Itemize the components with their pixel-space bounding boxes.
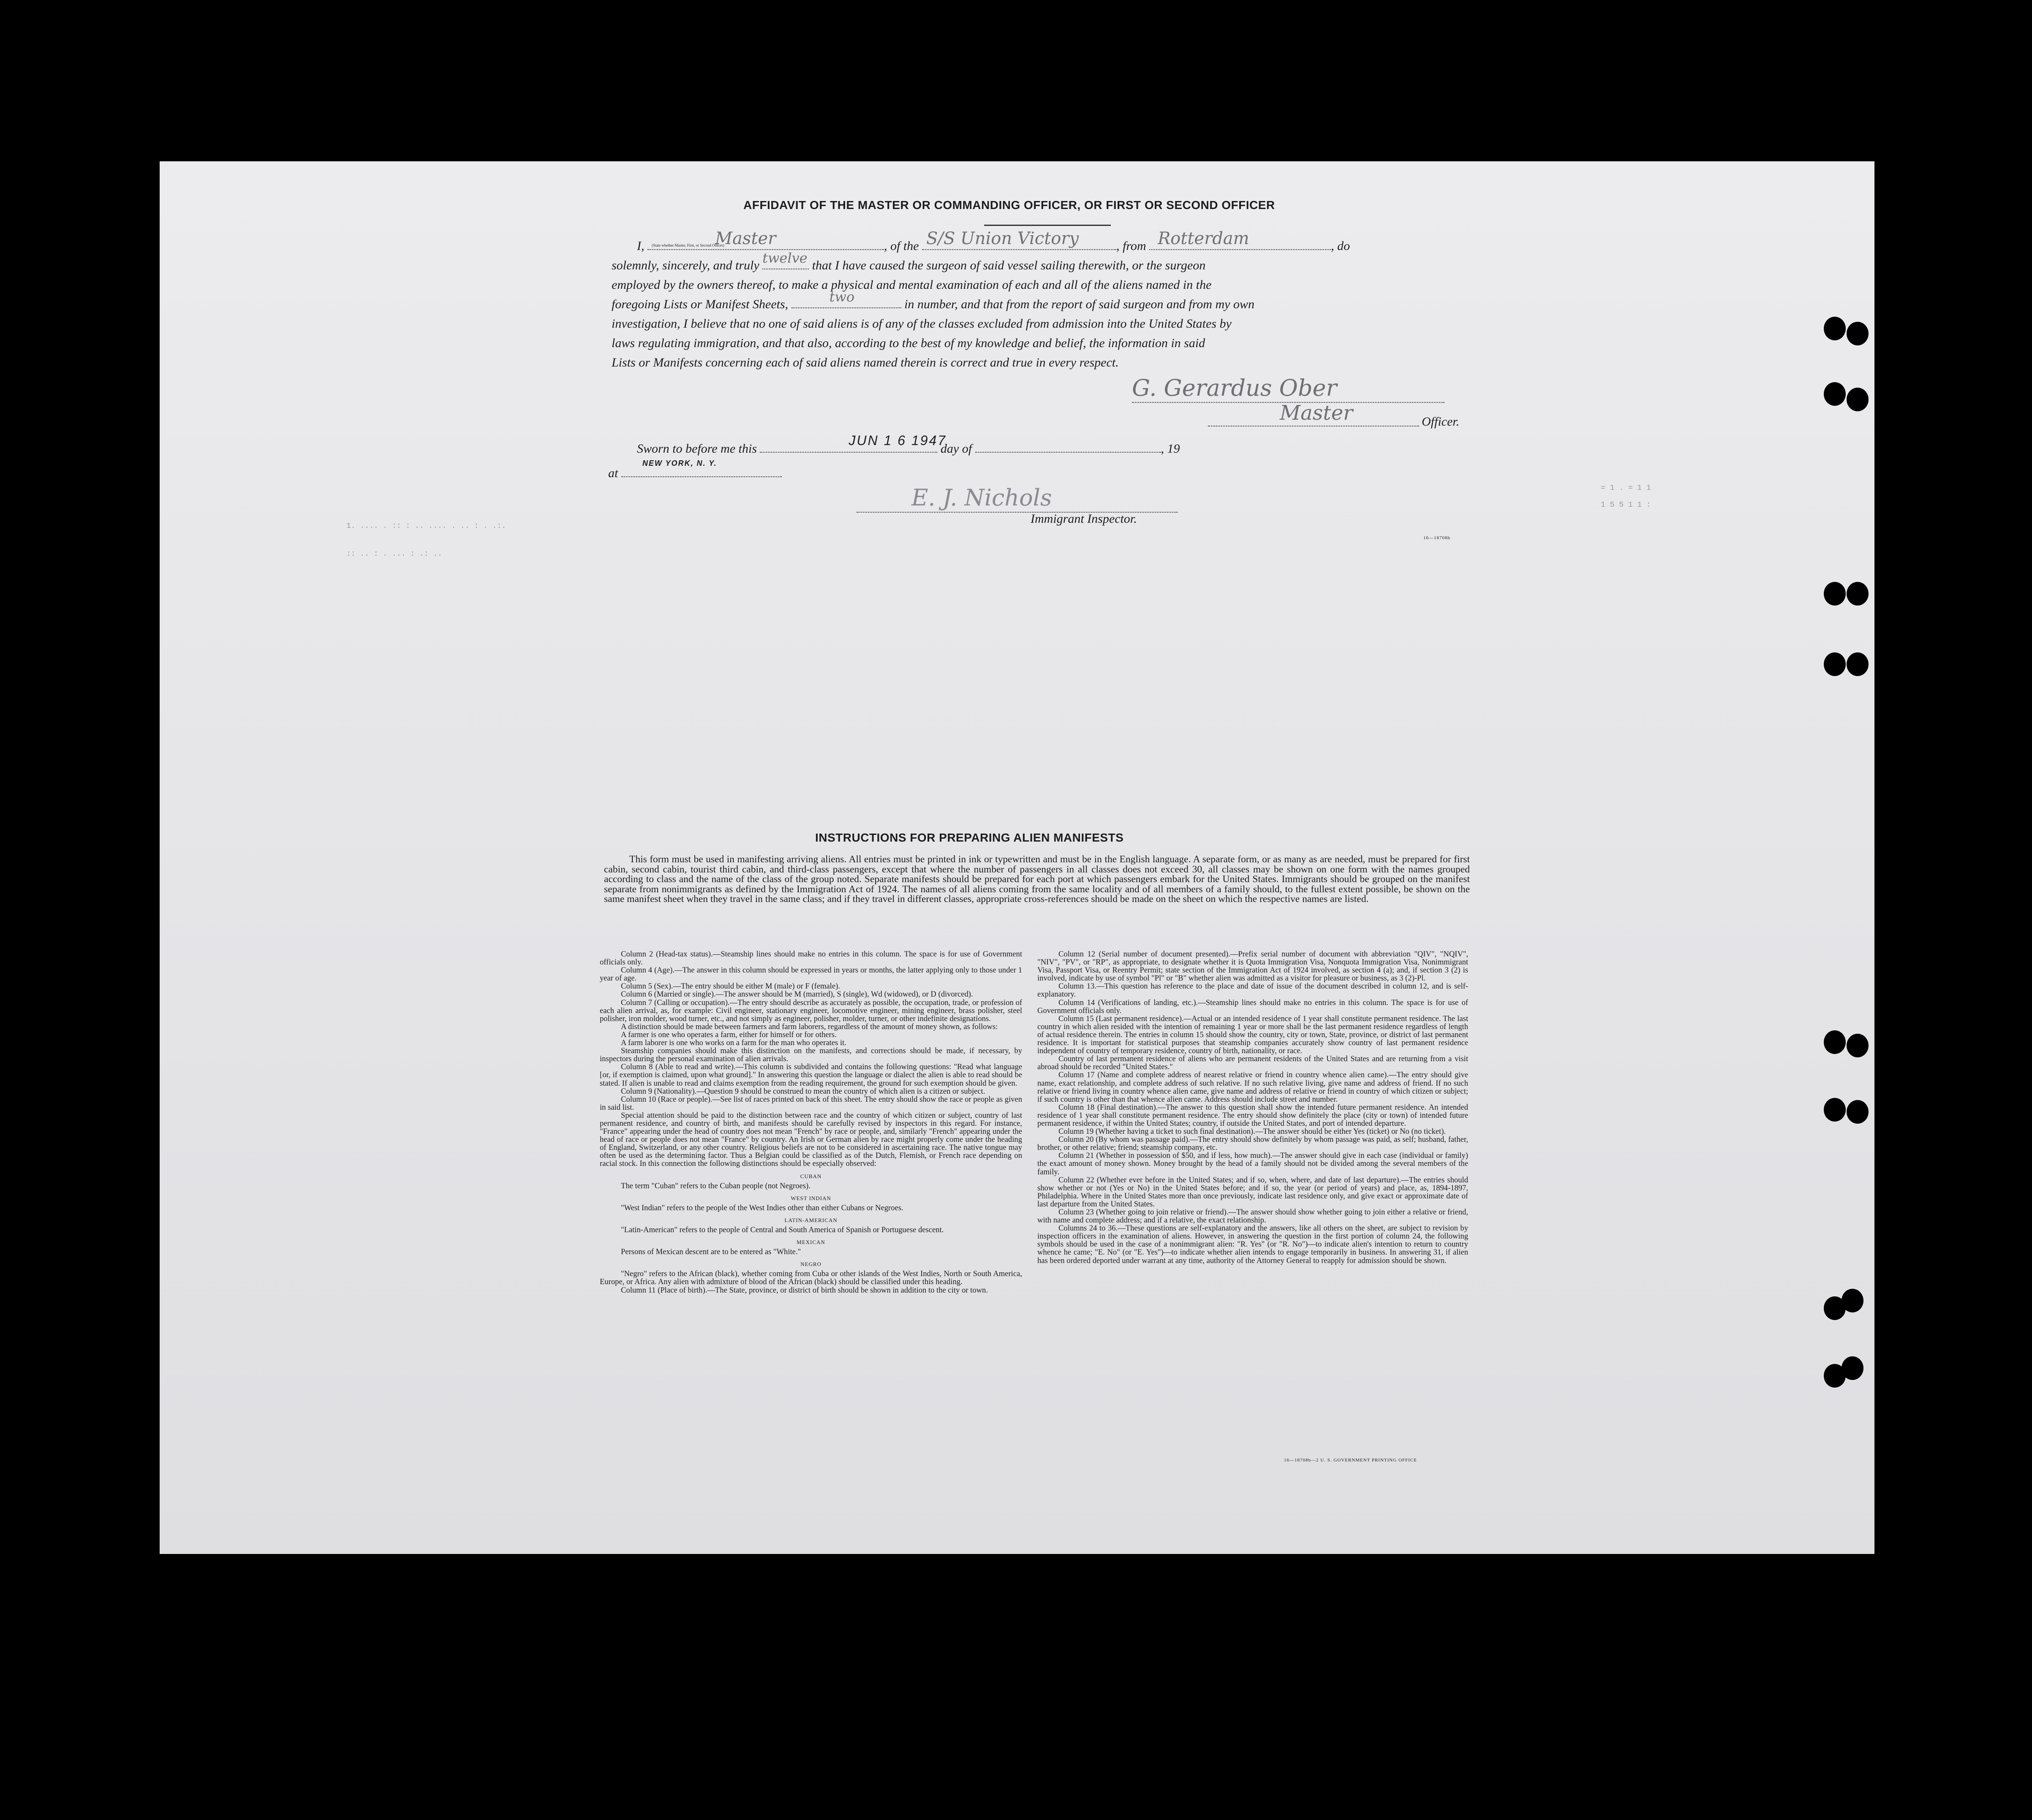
instruction-paragraph: Column 9 (Nationality).—Question 9 should be construed to mean the country of which alien is a citizen or subject. <box>621 1087 985 1096</box>
sworn-month-blank <box>975 452 1161 453</box>
instruction-paragraph: Column 12 (Serial number of document presented).—Prefix serial number of document with abbreviation "QIV", "NQIV", "NIV", "PV", or "RP", as appropriate, to designate whether it is Quota Immigration Visa, Nonquota Immigration Visa, Nonimmigrant Visa, Passport Visa, or Reentry Permit; state section of the Immigration Act of 1924 involved, as section 4 (a); and, if section 3 (2) is involved, indicate by use of symbol "Pl" or "B" whether alien was admitted as a visitor for pleasure or business, as 3 (2)-Pl. <box>1037 950 1468 983</box>
instruction-paragraph: Column 4 (Age).—The answer in this column should be expressed in years or months, the latter applying only to those under 1 year of age. <box>600 966 1022 983</box>
rank-caption: (State whether Master, First, or Second Officer) <box>652 243 724 247</box>
affidavit-line-3: employed by the owners thereof, to make a physical and mental examination of each and all of the aliens named in the <box>612 278 1212 292</box>
instruction-paragraph: Column 23 (Whether going to join relative or friend).—The answer should show whether going to join either a relative or friend, with name and complete address; and if a relative, the exact relationship. <box>1037 1208 1468 1225</box>
instruction-paragraph: Column 22 (Whether ever before in the United States; and if so, when, where, and date of last departure).—The entries should show whether or not (Yes or No) in the United States before; and if so, the year (or period of years) and place, as, 1894-1897, Philadelphia. Where in the United States more than once previously, indicate last residence only, and give exact or approximate date of last departure from the United States. <box>1037 1175 1468 1209</box>
instruction-paragraph: A farm laborer is one who works on a farm for the man who operates it. <box>621 1038 846 1048</box>
instruction-paragraph: A distinction should be made between farmers and farm laborers, regardless of the amount of money shown, as follows: <box>621 1022 998 1031</box>
title-rule <box>984 225 1111 226</box>
printing-office-code: 16—18708b—2 U. S. GOVERNMENT PRINTING OFFICE <box>1284 1458 1417 1463</box>
from-label: , from <box>1116 239 1146 253</box>
officer-signature-line <box>1132 376 1444 403</box>
instruction-paragraph: Column 15 (Last permanent residence).—Actual or an intended residence of 1 year shall constitute permanent residence. The last country in which alien resided with the intention of remaining 1 year or more shall be the last permanent residence regardless of length of actual residence therein. The entries in column 15 should show the country, city or town, State, province, or district of last permanent residence. It is important for statistical purposes that steamship companies accurately show country of last permanent residence independent of country of temporary residence, country of birth, nationality, or race. <box>1037 1014 1468 1056</box>
officer-label: Officer. <box>1422 415 1460 429</box>
sworn-day-blank <box>760 433 947 453</box>
punch-hole <box>1824 317 1846 340</box>
punch-hole <box>1824 582 1846 606</box>
bleed-through-row: 1. .... . :: : .. .... . .. : . .:. <box>346 522 506 530</box>
instruction-paragraph: Steamship companies should make this distinction on the manifests, and corrections should be made, if necessary, by inspectors during the personal examination of alien arrivals. <box>600 1046 1022 1064</box>
instructions-left-column <box>600 950 1022 1294</box>
punch-hole <box>1842 1356 1863 1380</box>
port-handwriting: Rotterdam <box>1158 229 1249 248</box>
affidavit-line-4: foregoing Lists or Manifest Sheets, two in number, and that from the report of said surgeon and from my own <box>612 295 1473 314</box>
affidavit-body <box>612 229 1473 372</box>
inspector-label: Immigrant Inspector. <box>1031 512 1137 526</box>
truly-handwriting: twelve <box>762 250 808 266</box>
heading-negro: NEGRO <box>800 1261 822 1268</box>
instruction-paragraph: Column 2 (Head-tax status).—Steamship lines should make no entries in this column. The space is for use of Government officials only. <box>600 950 1022 967</box>
bleed-through-row: = 1 . = 1 1 <box>1601 484 1651 492</box>
instruction-paragraph: Column 21 (Whether in possession of $50, and if less, how much).—The answer should give in each case (individual or family) the exact amount of money shown. Money brought by the head of a family should not be divided among the several members of the family. <box>1037 1151 1468 1176</box>
bleed-through-row: :: .. : . ... : .: .. <box>346 550 442 558</box>
affidavit-line-6: laws regulating immigration, and that also, according to the best of my knowledge and belief, the information in said <box>612 336 1205 350</box>
affidavit-title: AFFIDAVIT OF THE MASTER OR COMMANDING OFFICER, OR FIRST OR SECOND OFFICER <box>743 198 1275 212</box>
affidavit-line-1 <box>612 229 1473 256</box>
instruction-paragraph: Column 20 (By whom was passage paid).—The entry should show definitely by whom passage was paid, as self; husband, father, brother, or other relative; friend; steamship company, etc. <box>1037 1135 1468 1152</box>
date-stamp: JUN 1 6 1947 <box>849 433 947 448</box>
count-blank <box>792 289 901 308</box>
instruction-paragraph: Column 7 (Calling or occupation).—The entry should describe as accurately as possible, the occupation, trade, or profession of each alien arrival, as, for example: Civil engineer, stationary engineer, locomotive engineer, mining engineer, brass polisher, steel polisher, iron molder, wood turner, etc., and not simply as engineer, polisher, molder, turner, or other indefinite designations. <box>600 998 1022 1023</box>
instruction-paragraph: Column 6 (Married or single).—The answer should be M (married), S (single), Wd (widowed), or D (divorced). <box>621 990 973 999</box>
vessel-handwriting: S/S Union Victory <box>926 229 1079 248</box>
punch-hole <box>1847 1100 1869 1124</box>
instruction-paragraph: A farmer is one who operates a farm, either for himself or for others. <box>621 1030 837 1039</box>
heading-west-indian: WEST INDIAN <box>791 1195 831 1201</box>
punch-hole <box>1824 652 1846 676</box>
heading-mexican: MEXICAN <box>797 1239 825 1246</box>
sworn-line: Sworn to before me this JUN 1 6 1947 day of , 19 <box>637 439 1180 459</box>
officer-signature: G. Gerardus Ober <box>1132 375 1337 401</box>
instruction-paragraph: Column 10 (Race or people).—See list of races printed on back of this sheet. The entry should show the race or people as given in said list. <box>600 1095 1022 1112</box>
instruction-paragraph: "West Indian" refers to the people of the West Indies other than either Cubans or Negroes. <box>621 1203 903 1212</box>
instructions-title: INSTRUCTIONS FOR PREPARING ALIEN MANIFESTS <box>815 831 1124 844</box>
heading-cuban: CUBAN <box>800 1173 822 1179</box>
punch-hole <box>1847 388 1869 411</box>
affidavit-i: I, <box>637 239 645 253</box>
instruction-paragraph: Column 14 (Verifications of landing, etc.).—Steamship lines should make no entries in this column. The space is for use of Government officials only. <box>1037 998 1468 1015</box>
punch-hole <box>1847 652 1869 676</box>
at-line: at NEW YORK, N. Y. <box>608 464 782 483</box>
instruction-paragraph: Country of last permanent residence of aliens who are permanent residents of the United States and are returning from a visit abroad should be recorded "United States." <box>1037 1054 1468 1072</box>
instruction-paragraph: Persons of Mexican descent are to be entered as "White." <box>621 1247 801 1257</box>
instruction-paragraph: "Latin-American" refers to the people of Central and South America of Spanish or Portuguese descent. <box>621 1225 944 1234</box>
instructions-right-column <box>1037 950 1468 1265</box>
instruction-paragraph: Column 11 (Place of birth).—The State, province, or district of birth should be shown in addition to the city or town. <box>621 1285 988 1295</box>
punch-hole <box>1824 1098 1846 1122</box>
punch-hole <box>1847 1034 1869 1057</box>
instruction-paragraph: Column 17 (Name and complete address of nearest relative or friend in country whence alien came).—The entry should give name, exact relationship, and complete address of such relative. If no such relative living, give name and address of friend. If no such relative or friend living in country whence alien came, give name and address of relative or friend in country of which citizen or subject; if such country is other than that whence alien came. Address should include street and number. <box>1037 1070 1468 1104</box>
instruction-paragraph: Special attention should be paid to the distinction between race and the country of which citizen or subject, country of last permanent residence, and country of birth, and manifests should be carefully revised by inspectors in this regard. For instance, "France" appearing under the head of country does not mean "French" by race or people, and, similarly "French" appearing under the head of race or people does not mean "France" by country. An Irish or German alien by race might properly come under the heading of England, Switzerland, or any other country. Religious beliefs are not to be considered in ascertaining race. The native tongue may often be used as the determining factor. Thus a Belgian could be classified as of the Dutch, Flemish, or French race depending on racial stock. In this connection the following distinctions should be especially observed: <box>600 1111 1022 1168</box>
affidavit-line-2: solemnly, sincerely, and truly twelve that I have caused the surgeon of said vessel sailing therewith, or the surgeon <box>612 256 1473 275</box>
instruction-paragraph: Column 18 (Final destination).—The answer to this question shall show the intended future permanent residence. An intended residence of 1 year shall constitute permanent residence. The entry should show definitely the place (city or town) of intended future permanent residence, if within the United States; country, if outside the United States, and port of intended departure. <box>1037 1103 1468 1128</box>
instruction-paragraph: "Negro" refers to the African (black), whether coming from Cuba or other islands of the West Indies, North or South America, Europe, or Africa. Any alien with admixture of blood of the African (black) should be classified under this heading. <box>600 1269 1022 1287</box>
punch-hole <box>1842 1289 1863 1312</box>
punch-hole <box>1847 322 1869 345</box>
instruction-paragraph: Columns 24 to 36.—These questions are self-explanatory and the answers, like all others on the sheet, are subject to revision by inspection officers in the examination of aliens. However, in answering the question in the first portion of column 24, the following symbols should be used in the case of a nonimmigrant alien: "R. Yes" (or "R. No")—to indicate alien's intention to return to country whence he came; "E. No" (or "E. Yes")—to indicate whether alien intends to engage temporarily in business. In answering 31, if alien has been ordered deported under warrant at any time, authority of the Attorney General to reapply for admission should be shown. <box>1037 1224 1468 1265</box>
heading-latin-american: LATIN-AMERICAN <box>784 1217 838 1223</box>
instruction-paragraph: Column 19 (Whether having a ticket to such final destination).—The answer should be either Yes (ticket) or No (no ticket). <box>1058 1127 1446 1136</box>
instruction-paragraph: The term "Cuban" refers to the Cuban people (not Negroes). <box>621 1181 811 1190</box>
do-label: , do <box>1331 239 1350 253</box>
punch-hole <box>1824 1030 1846 1054</box>
punch-hole <box>1824 382 1846 406</box>
port-blank <box>1149 229 1331 250</box>
place-stamp: NEW YORK, N. Y. <box>642 459 717 467</box>
instruction-paragraph: Column 13.—This question has reference to the place and date of issue of the document described in column 12, and is self-explanatory. <box>1037 982 1468 999</box>
instructions-intro: This form must be used in manifesting arriving aliens. All entries must be printed in ink or typewritten and must be in the English language. A separate form, or as many as are needed, must be prepared for first cabin, second cabin, tourist third cabin, and third-class passengers, except that where the number of passengers in all classes does not exceed 30, all classes may be shown on one form with the names grouped according to class and the name of the class of the group noted. Separate manifests should be prepared for each port at which passengers embark for the United States. Immigrants should be grouped on the manifest separate from nonimmigrants as defined by the Immigration Act of 1924. The names of all aliens coming from the same locality and of all members of a family should, to the fullest extent possible, be shown on the same manifest sheet when they travel in the same class; and if they travel in different classes, appropriate cross-references should be made on the sheet on which the respective names are listed. <box>604 854 1470 905</box>
officer-rank-line <box>1208 401 1419 426</box>
punch-hole <box>1847 582 1869 606</box>
form-code: 16—18708b <box>1423 535 1450 541</box>
officer-rank-handwriting: Master <box>1280 401 1353 425</box>
affidavit-line-7: Lists or Manifests concerning each of said aliens named therein is correct and true in every respect. <box>612 356 1119 369</box>
affidavit-line-5: investigation, I believe that no one of said aliens is of any of the classes excluded from admission into the United States by <box>612 317 1232 331</box>
instruction-paragraph: Column 5 (Sex).—The entry should be either M (male) or F (female). <box>621 982 840 991</box>
rank-handwriting: Master <box>715 229 776 248</box>
count-handwriting: two <box>829 289 855 305</box>
vessel-blank <box>922 229 1116 250</box>
inspector-signature: E. J. Nichols <box>911 484 1052 511</box>
of-the-label: , of the <box>884 239 919 253</box>
instruction-paragraph: Column 8 (Able to read and write).—This column is subdivided and contains the following questions: "Read what language [or, if exemption is claimed, upon what ground]." In answering this question the language or dialect the alien is able to read should be stated. If alien is unable to read and claims exemption from the reading requirement, the ground for such exemption should be given. <box>600 1062 1022 1088</box>
bleed-through-row: 1 5 5 1 1 : <box>1601 501 1651 509</box>
